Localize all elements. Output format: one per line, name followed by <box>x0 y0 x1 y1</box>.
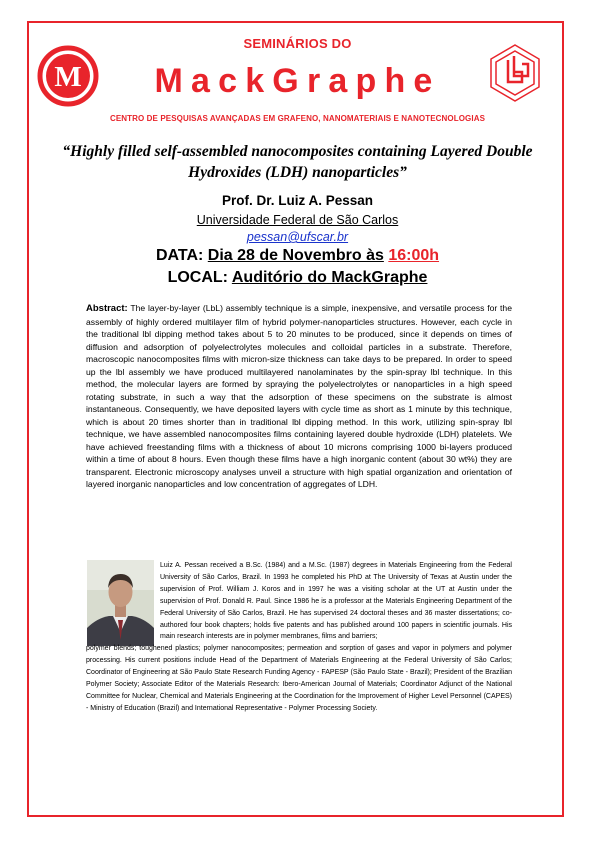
abstract-paragraph <box>86 302 512 491</box>
speaker-email-link[interactable]: pessan@ufscar.br <box>246 230 349 244</box>
seminar-series-label: SEMINÁRIOS DO <box>243 36 352 51</box>
brand-name: MackGraphe <box>154 62 441 100</box>
location-label: LOCAL: <box>167 269 228 286</box>
bio-paragraph-bottom: polymer blends; toughened plastics; polymer nanocomposites; permeation and sorption of gases and vapor in polymers and polymer processing. His current positions include Head of the Department of Materials Engineering at the Federal University of São Carlos; Coordinator of Engineering at São Paulo State Research Funding Agency - FAPESP (São Paulo State - Brazil); President of the Brazilian Polymer Society; Associate Editor of the Materials Research: Ibero-American Journal of Materials; Coordinator Adjunct of the National Committee for Nuclear, Chemical and Materials Engineering at the Coordination for the Improvement of Higher Level Personnel (CAPES) - Ministry of Education (Brazil) and International Representative - Polymer Processing Society. <box>86 645 512 712</box>
date-line <box>0 247 595 265</box>
talk-title: “Highly filled self-assembled nanocomposites containing Layered Double Hydroxides (LDH) nanoparticles” <box>62 143 533 181</box>
speaker-photo <box>87 560 154 646</box>
location-value: Auditório do MackGraphe <box>231 269 428 286</box>
mackgraphe-hexagon-logo <box>484 42 546 104</box>
center-subtitle: CENTRO DE PESQUISAS AVANÇADAS EM GRAFENO, NANOMATERIAIS E NANOTECNOLOGIAS <box>109 114 486 123</box>
speaker-university: Universidade Federal de São Carlos <box>196 213 399 227</box>
speaker-name: Prof. Dr. Luiz A. Pessan <box>221 193 374 208</box>
time-value: 16:00h <box>388 247 440 264</box>
bio-paragraph-top: Luiz A. Pessan received a B.Sc. (1984) and a M.Sc. (1987) degrees in Materials Engineering from the Federal University of São Carlos, Brazil. In 1993 he completed his PhD at The University of Texas at Austin under the supervision of Prof. William J. Koros and in 1997 he was a visiting scholar at the UT at Austin under the supervision of Prof. Donald R. Paul. Since 1986 he is a professor at the Materials Engineering Department of the Federal University of São Carlos, Brazil. He has supervised 24 doctoral theses and 36 master dissertations; co-authored four book chapters; holds five patents and has published around 100 papers in scientific journals. His main research interests are in polymer membranes, films and barriers; <box>160 562 512 641</box>
abstract-label: Abstract: <box>86 303 128 314</box>
abstract-text: The layer-by-layer (LbL) assembly technique is a simple, inexpensive, and versatile process for the assembly of highly ordered multilayer film of hybrid polymer-nanoparticles structures. However, each cycle in the traditional lbl dipping method takes about 5 to 20 minutes to be produced, since it depends on times of diffusion and adsorption of polyelectrolytes molecules and colloidal particles in a substrate. Therefore, macroscopic nanocomposites films with micron-size thickness can take days to be prepared. In order to speed up the lbl assembly we have produced multilayered nanolaminates by the spin-spray lbl technique. In this method, the molecular layers are formed by spraying the polyelectrolytes or nanoparticles in a high speed rotating substrate, in such a way that the adsorption of these specimens on the substrate is almost instantaneous. Consequently, we have deposited layers with cycle time as short as 1 minute by this technique, which is about 20 times shorter than in traditional lbl dipping method. In this work, utilizing spin-spray lbl technique, we have assembled nanocomposites films containing layered double hydroxide (LDH) platelets. We have achieved freestanding films with a thickness of about 10 microns comprising 1000 bi-layers produced within a time of about 8 hours. Even though these films have a high inorganic content (about 30 wt%) they are transparent. Electronic microscopy analyses unveil a structure with high spatial organization and orientation of layered inorganic nanoparticles and low concentration of aggregates of LDH. <box>86 303 512 489</box>
location-line <box>0 269 595 287</box>
date-label: DATA: <box>155 247 204 264</box>
mackenzie-logo-letter: M <box>54 61 82 93</box>
date-value: Dia 28 de Novembro às <box>207 247 384 264</box>
